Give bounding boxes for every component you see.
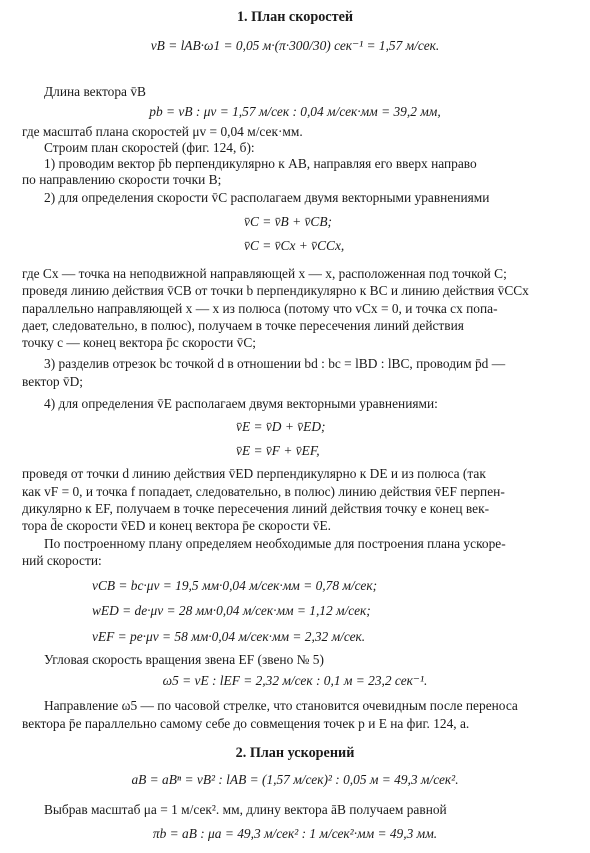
step-3-line: вектор v̄D; (22, 374, 84, 389)
acceleration-scale-line: Выбрав масштаб μa = 1 м/сек². мм, длину вектора āB получаем равной (44, 802, 447, 817)
equation-e-1: v̄E = v̄D + v̄ED; (236, 419, 326, 434)
direction-line: Направление ω5 — по часовой стрелке, что становится очевидным после переноса (44, 698, 518, 713)
step-4-line: как vF = 0, и точка f попадает, следовательно, в полюс) линию действия v̄EF перпен- (22, 484, 505, 499)
result-intro-line: ний скорости: (22, 553, 102, 568)
step-2-line: точку c — конец вектора p̄c скорости v̄C; (22, 335, 256, 350)
step-2-intro: 2) для определения скорости v̄C располагаем двумя векторными уравнениями (44, 190, 490, 205)
formula-pib: πb = aB : μa = 49,3 м/сек² : 1 м/сек²·мм = 49,3 мм. (152, 826, 438, 841)
scale-line: где масштаб плана скоростей μv = 0,04 м/сек·мм. (22, 124, 303, 139)
step-1-line: по направлению скорости точки B; (22, 172, 222, 187)
step-2-line: где Cx — точка на неподвижной направляющей x — x, расположенная под точкой C; (22, 266, 507, 281)
section-2-title: 2. План ускорений (235, 745, 355, 761)
build-line: Строим план скоростей (фиг. 124, б): (44, 140, 255, 155)
vector-length-label: Длина вектора v̄B (44, 84, 146, 99)
section-1-title: 1. План скоростей (236, 9, 354, 25)
formula-ab: aB = aBⁿ = vB² : lAB = (1,57 м/сек)² : 0,05 м = 49,3 м/сек². (131, 772, 459, 787)
formula-pb: pb = vB : μv = 1,57 м/сек : 0,04 м/сек·мм = 39,2 мм, (149, 104, 441, 119)
step-4-intro: 4) для определения v̄E располагаем двумя векторными уравнениями: (44, 396, 438, 411)
step-4-line: дикулярно к EF, получаем в точке пересечения линий действия точку e конец век- (22, 501, 490, 516)
equation-e-2: v̄E = v̄F + v̄EF, (236, 443, 320, 458)
step-2-line: проведя линию действия v̄CB от точки b перпендикулярно к BC и линию действия v̄CCx (22, 283, 529, 298)
formula-vcb: vCB = bc·μv = 19,5 мм·0,04 м/сек·мм = 0,78 м/сек; (92, 578, 378, 593)
formula-vb: vB = lAB·ω1 = 0,05 м·(π·300/30) сек⁻¹ = 1,57 м/сек. (150, 38, 440, 53)
direction-line: вектора p̄e параллельно самому себе до совмещения точек p и E на фиг. 124, а. (22, 716, 470, 731)
formula-wed: wED = de·μv = 28 мм·0,04 м/сек·мм = 1,12 м/сек; (92, 603, 371, 618)
step-2-line: параллельно направляющей x — x из полюса (потому что vCx = 0, и точка cx попа- (22, 301, 498, 316)
equation-c-2: v̄C = v̄Cx + v̄CCx, (244, 238, 345, 253)
step-2-line: дает, следовательно, в полюс), получаем в точке пересечения линий действия (22, 318, 464, 333)
step-1-line: 1) проводим вектор p̄b перпендикулярно к AB, направляя его вверх направо (44, 156, 477, 171)
formula-vef: vEF = pe·μv = 58 мм·0,04 м/сек·мм = 2,32 м/сек. (92, 629, 366, 644)
formula-omega5: ω5 = vE : lEF = 2,32 м/сек : 0,1 м = 23,2 сек⁻¹. (162, 673, 428, 688)
result-intro-line: По построенному плану определяем необходимые для построения плана ускоре- (44, 536, 506, 551)
equation-c-1: v̄C = v̄B + v̄CB; (244, 214, 332, 229)
step-4-line: тора d̄e скорости v̄ED и конец вектора p̄e скорости v̄E. (22, 518, 331, 533)
step-4-line: проведя от точки d линию действия v̄ED перпендикулярно к DE и из полюса (так (22, 466, 486, 481)
angular-velocity-label: Угловая скорость вращения звена EF (звено № 5) (44, 652, 324, 667)
step-3-line: 3) разделив отрезок bc точкой d в отношении bd : bc = lBD : lBC, проводим p̄d — (44, 356, 506, 371)
